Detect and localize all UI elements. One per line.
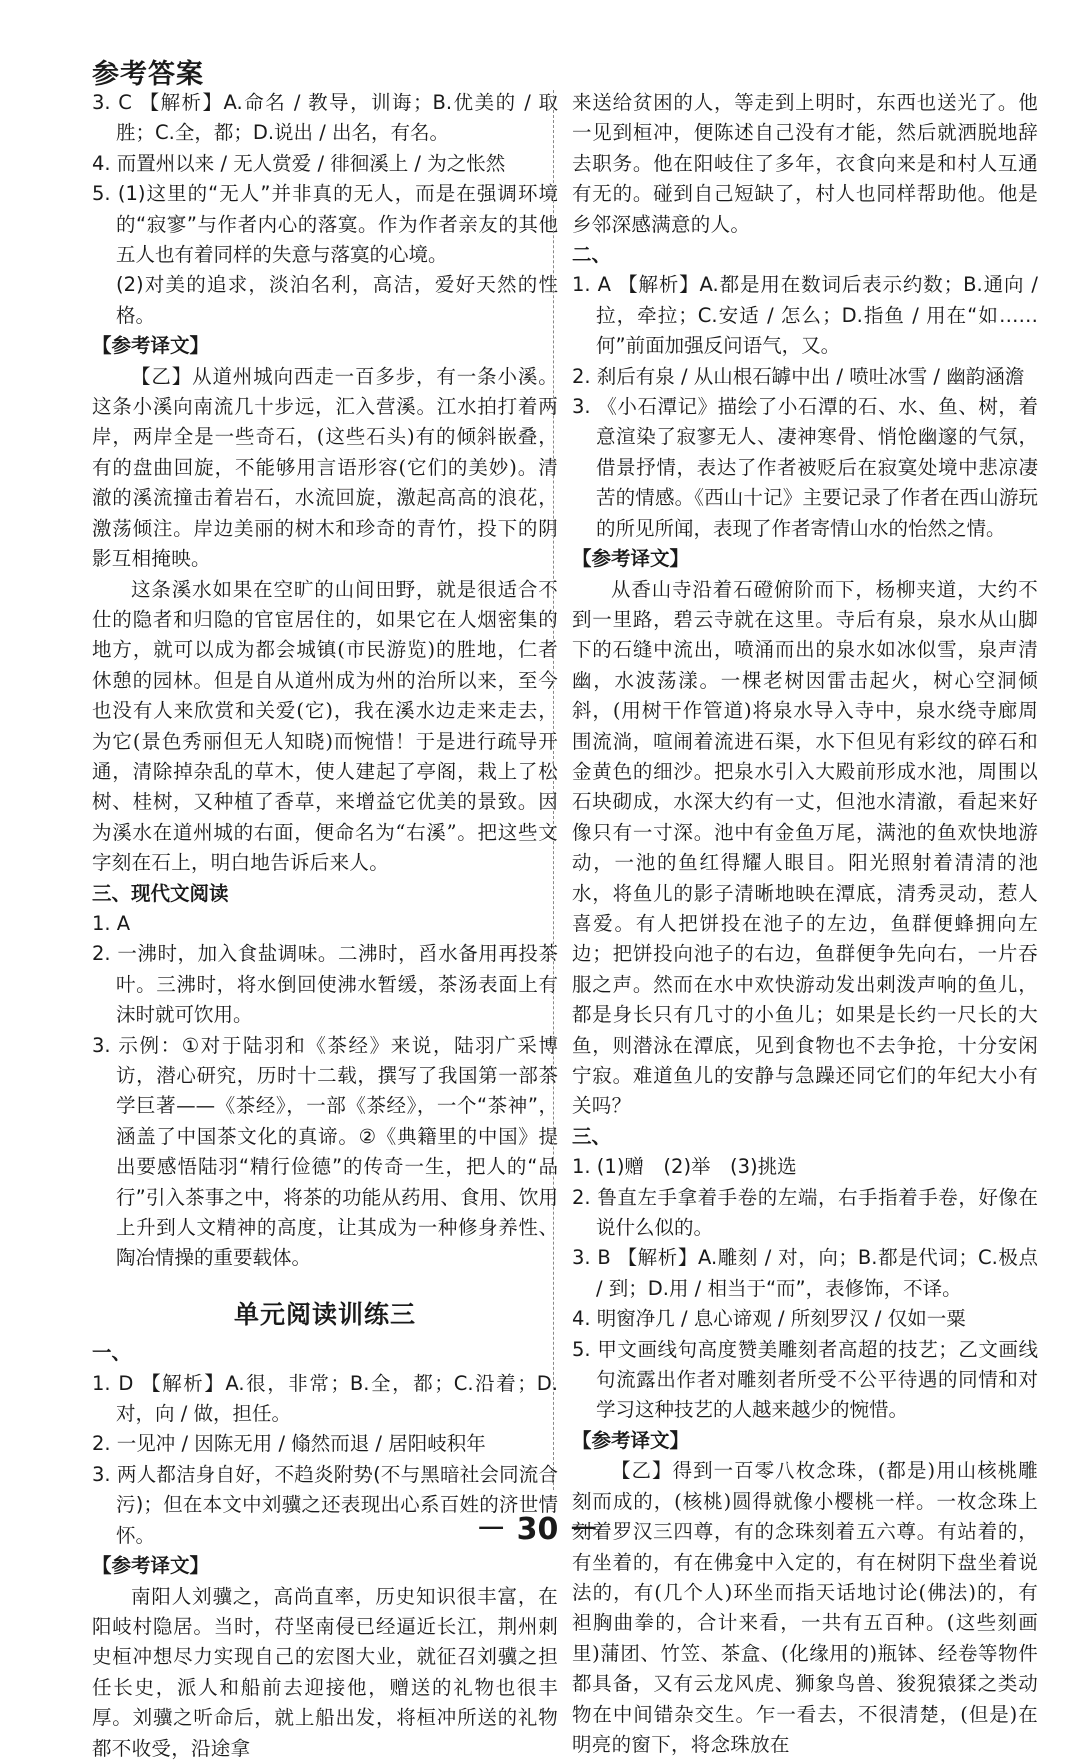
translation-paragraph: 来送给贫困的人，等走到上明时，东西也送光了。他一见到桓冲，便陈述自己没有才能，然后就洒脱地辞去职务。他在阳岐住了多年，衣食向来是和村人互通有无的。碰到自己短缺了，村人也同样帮助他。他是乡邻深感满意的人。 xyxy=(572,91,1038,236)
section-heading: 二、 xyxy=(572,243,612,267)
answer-item: 2. 一见冲 / 因陈无用 / 翛然而退 / 居阳岐积年 xyxy=(92,1432,486,1456)
answer-subitem: (2)对美的追求，淡泊名利，高洁，爱好天然的性格。 xyxy=(116,273,558,327)
answer-item: 1. A xyxy=(92,911,131,935)
left-items-after xyxy=(92,1338,558,1764)
section-heading: 三、 xyxy=(572,1124,612,1148)
page-header-title: 参考答案 xyxy=(92,59,204,90)
answer-item: 5. (1)这里的“无人”并非真的无人，而是在强调环境的“寂寥”与作者内心的落寞。作为作者亲友的其他五人也有着同样的失意与落寞的心境。 xyxy=(92,182,558,267)
section-heading: 一、 xyxy=(92,1341,132,1365)
translation-label: 【参考译文】 xyxy=(572,1428,690,1452)
translation-paragraph: 南阳人刘骥之，高尚直率，历史知识很丰富，在阳岐村隐居。当时，苻坚南侵已经逼近长江，荆州刺史桓冲想尽力实现自己的宏图大业，就征召刘骥之担任长史，派人和船前去迎接他，赠送的礼物也很丰厚。刘骥之听命后，就上船出发，将桓冲所送的礼物都不收受，沿途拿 xyxy=(92,1584,558,1760)
unit-title: 单元阅读训练三 xyxy=(233,1299,416,1329)
translation-paragraph: 从香山寺沿着石磴俯阶而下，杨柳夹道，大约不到一里路，碧云寺就在这里。寺后有泉，泉水从山脚下的石缝中流出，喷涌而出的泉水如冰似雪，泉声清幽，水波荡漾。一棵老树因雷击起火，树心空洞倾斜，(用树干作管道)将泉水导入寺中，泉水绕寺廊周围流淌，喧闹着流进石渠，水下但见有彩纹的碎石和金黄色的细沙。把泉水引入大殿前形成水池，周围以石块砌成，水深大约有一丈，但池水清澈，看起来好像只有一寸深。池中有金鱼万尾，满池的鱼欢快地游动，一池的鱼红得耀人眼目。阳光照射着清清的池水，将鱼儿的影子清晰地映在潭底，清秀灵动，惹人喜爱。有人把饼投在池子的左边，鱼群便蜂拥向左边；把饼投向池子的右边，鱼群便争先向右，一片吞服之声。然而在水中欢快游动发出刺泼声响的鱼儿，都是身长只有几寸的小鱼儿；如果是长约一尺长的大鱼，则潜泳在潭底，见到食物也不去争抢，十分安闲宁寂。难道鱼儿的安静与急躁还同它们的年纪大小有关吗？ xyxy=(572,577,1038,1118)
left-items xyxy=(92,88,558,1274)
answer-item: 3. 两人都洁身自好，不趋炎附势(不与黑暗社会同流合污)；但在本文中刘骥之还表现出心系百姓的济世情怀。 xyxy=(92,1462,558,1547)
answer-item: 1. (1)赠 (2)举 (3)挑选 xyxy=(572,1155,797,1179)
answer-item: 2. 刹后有泉 / 从山根石罅中出 / 喷吐冰雪 / 幽韵涵澹 xyxy=(572,364,1025,388)
translation-paragraph: 【乙】得到一百零八枚念珠，(都是)用山核桃雕刻而成的，(核桃)圆得就像小樱桃一样。一枚念珠上刻着罗汉三四尊，有的念珠刻着五六尊。有站着的，有坐着的，有在佛龛中入定的，有在树阴下盘坐着说法的，有(几个人)环坐而指天话地讨论(佛法)的，有袒胸曲拳的，合计来看，一共有五百种。(这些刻画里)蒲团、竹笠、茶盒、(化缘用的)瓶钵、经卷等物件都具备，又有云龙风虎、狮象鸟兽、狻猊猿猱之类动物在中间错杂交生。乍一看去，不很清楚，(但是)在明亮的窗下，将念珠放在 xyxy=(572,1459,1038,1756)
answer-item: 3. C 【解析】A.命名 / 教导，训诲；B.优美的 / 取胜；C.全，都；D.说出 / 出名，有名。 xyxy=(92,91,558,145)
answer-item: 3. B 【解析】A.雕刻 / 对，向；B.都是代词；C.极点 / 到；D.用 / 相当于“而”，表修饰，不译。 xyxy=(572,1246,1038,1300)
answer-item: 4. 明窗净几 / 息心谛观 / 所刻罗汉 / 仅如一粟 xyxy=(572,1307,966,1331)
translation-label: 【参考译文】 xyxy=(92,1554,210,1578)
answer-item: 3. 示例：①对于陆羽和《茶经》来说，陆羽广采博访，潜心研究，历时十二载，撰写了我国第一部茶学巨著——《茶经》，一部《茶经》，一个“茶神”，涵盖了中国茶文化的真谛。②《典籍里的中国》提出要感悟陆羽“精行俭德”的传奇一生，把人的“品行”引入茶事之中，将茶的功能从药用、食用、饮用上升到人文精神的高度，让其成为一种修身养性、陶冶情操的重要载体。 xyxy=(92,1033,558,1270)
answer-item: 4. 而置州以来 / 无人赏爱 / 徘徊溪上 / 为之怅然 xyxy=(92,151,506,175)
column-divider xyxy=(553,90,554,1490)
answer-item: 2. 一沸时，加入食盐调味。二沸时，舀水备用再投茶叶。三沸时，将水倒回使沸水暂缓，茶汤表面上有沫时就可饮用。 xyxy=(92,942,558,1027)
translation-paragraph: 这条溪水如果在空旷的山间田野，就是很适合不仕的隐者和归隐的官宦居住的，如果它在人烟密集的地方，就可以成为都会城镇(市民游览)的胜地，仁者休憩的园林。但是自从道州成为州的治所以来，至今也没有人来欣赏和关爱(它)，我在溪水边走来走去，为它(景色秀丽但无人知晓)而惋惜！于是进行疏导开通，清除掉杂乱的草木，使人建起了亭阁，栽上了松树、桂树，又种植了香草，来增益它优美的景致。因为溪水在道州城的右面，便命名为“右溪”。把这些文字刻在石上，明白地告诉后来人。 xyxy=(92,577,558,875)
answer-item: 5. 甲文画线句高度赞美雕刻者高超的技艺；乙文画线句流露出作者对雕刻者所受不公平待遇的同情和对学习这种技艺的人越来越少的惋惜。 xyxy=(572,1337,1038,1422)
answer-item: 1. D 【解析】A.很，非常；B.全，都；C.沿着；D.对，向 / 做，担任。 xyxy=(92,1371,558,1426)
page-number: － 30 － xyxy=(476,1512,599,1547)
watermark-logo xyxy=(875,1504,1045,1580)
section-heading: 三、现代文阅读 xyxy=(92,881,229,905)
translation-paragraph: 【乙】从道州城向西走一百多步，有一条小溪。这条小溪向南流几十步远，汇入营溪。江水拍打着两岸，两岸全是一些奇石，(这些石头)有的倾斜嵌叠，有的盘曲回旋，不能够用言语形容(它们的美妙)。清澈的溪流撞击着岩石，水流回旋，激起高高的浪花，激荡倾注。岸边美丽的树木和珍奇的青竹，投下的阴影互相掩映。 xyxy=(92,364,558,571)
answer-item: 2. 鲁直左手拿着手卷的左端，右手指着手卷，好像在说什么似的。 xyxy=(572,1185,1038,1240)
answer-item: 3. 《小石潭记》描绘了小石潭的石、水、鱼、树，着意渲染了寂寥无人、凄神寒骨、悄怆幽邃的气氛，借景抒情，表达了作者被贬后在寂寞处境中悲凉凄苦的情感。《西山十记》主要记录了作者在西山游玩的所见所闻，表现了作者寄情山水的怡然之情。 xyxy=(572,395,1038,540)
answer-item: 1. A 【解析】A.都是用在数词后表示约数；B.通向 / 拉，牵拉；C.安适 / 怎么；D.指鱼 / 用在“如……何”前面加强反问语气，又。 xyxy=(572,273,1038,358)
translation-label: 【参考译文】 xyxy=(572,547,690,571)
translation-label: 【参考译文】 xyxy=(92,334,210,358)
